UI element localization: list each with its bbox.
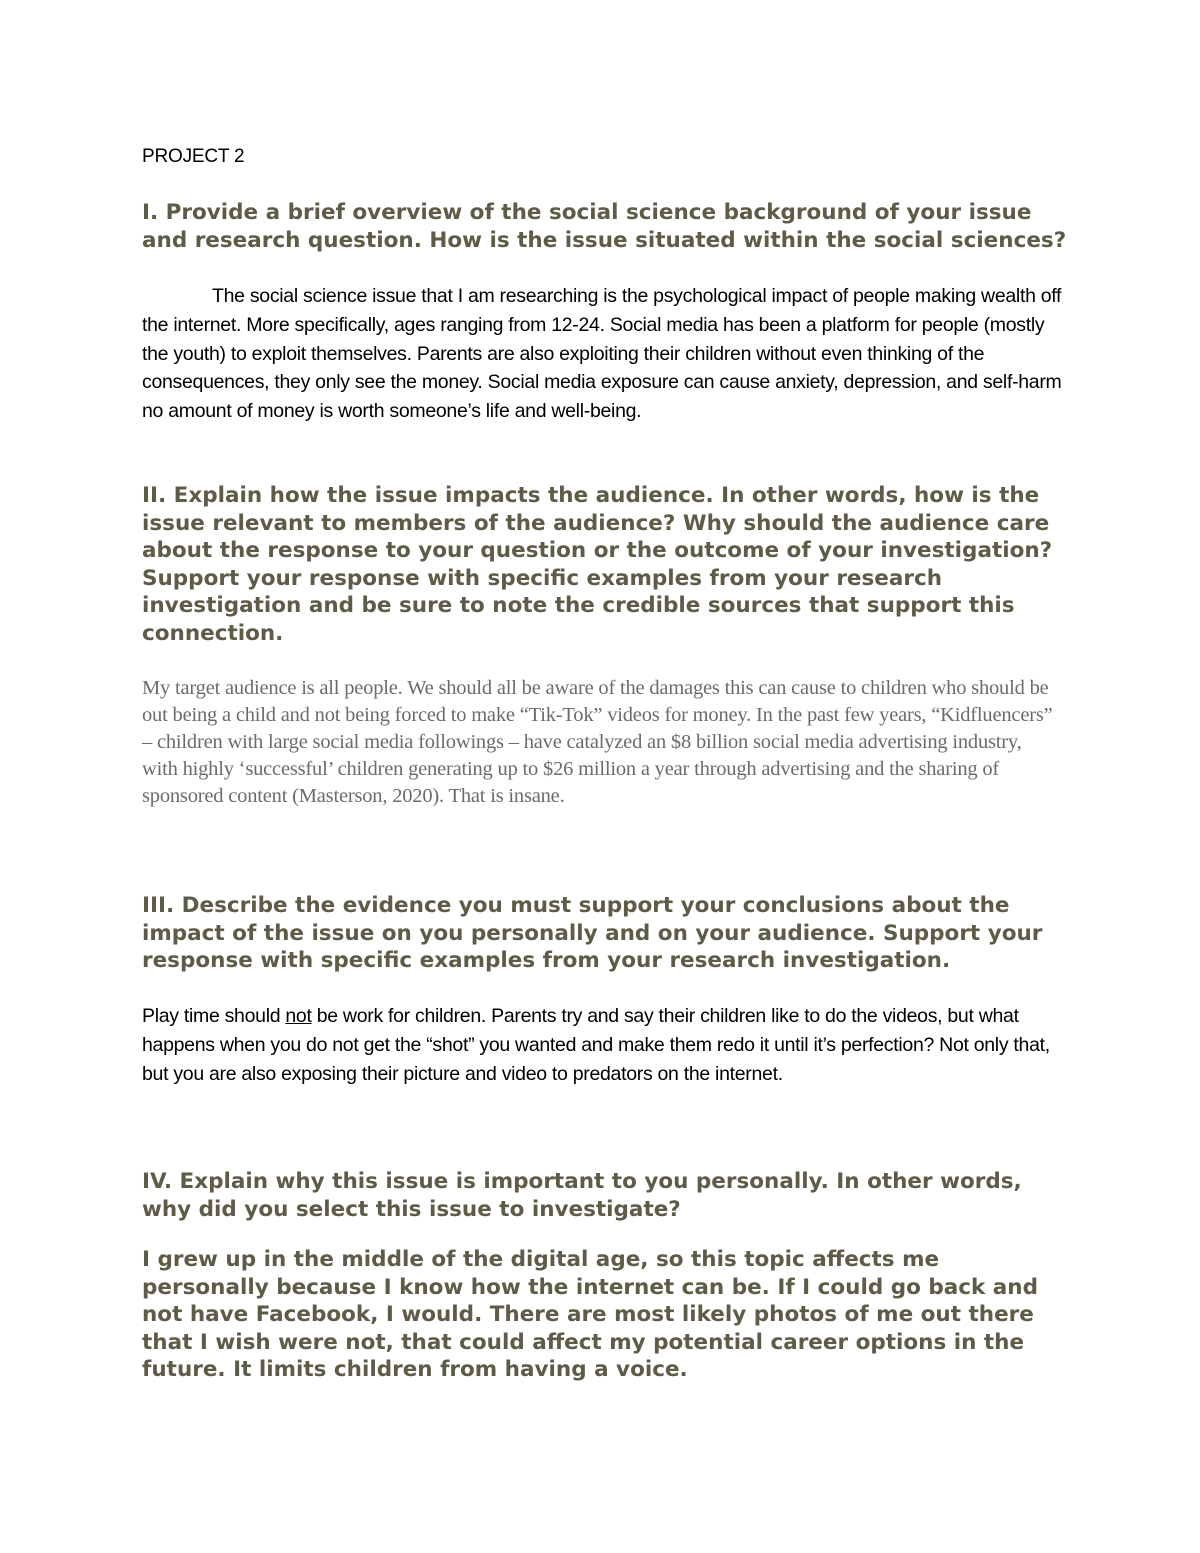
section-3-body-end: be work for children. Parents try and say their children like to do the videos, but what happens when you do not get the “shot” you wanted and make them redo it until it’s perfection? Not only that, but you are also exposing their picture and video to predators on the internet.: [142, 1005, 1050, 1085]
underlined-word: not: [285, 1005, 312, 1027]
section-2-heading: II. Explain how the issue impacts the audience. In other words, how is the issue relevant to members of the audience? Why should the audience care about the response to your question or the outcome of your investigation? Support your response with specific examples from your research investigation and be sure to note the credible sources that support this connection.: [142, 483, 1053, 646]
document-title: PROJECT 2: [142, 146, 245, 167]
section-2-body: My target audience is all people. We should all be aware of the damages this can cause to children who should be out being a child and not being forced to make “Tik-Tok” videos for money. In the past few years, “Kidfluencers” – children with large social media followings – have catalyzed an $8 billion social media advertising industry, with highly ‘successful’ children generating up to $26 million a year through advertising and the sharing of sponsored content (Masterson, 2020). That is insane.: [142, 677, 1053, 807]
section-1-heading: I. Provide a brief overview of the social science background of your issue and research question. How is the issue situated within the social sciences?: [142, 200, 1067, 253]
section-1-body: The social science issue that I am researching is the psychological impact of people making wealth off the internet. More specifically, ages ranging from 12-24. Social media has been a platform for people (mostly the youth) to exploit themselves. Parents are also exploiting their children without even thinking of the consequences, they only see the money. Social media exposure can cause anxiety, depression, and self-harm no amount of money is worth someone’s life and well-being.: [142, 285, 1062, 423]
section-3-body-start: Play time should: [142, 1005, 286, 1027]
section-3-body: [142, 1002, 1062, 1088]
section-4-heading: IV. Explain why this issue is important to you personally. In other words, why did you select this issue to investigate?: [142, 1169, 1022, 1222]
section-4-body: I grew up in the middle of the digital age, so this topic affects me personally because I know how the internet can be. If I could go back and not have Facebook, I would. There are most likely photos of me out there that I wish were not, that could affect my potential career options in the future. It limits children from having a voice.: [142, 1247, 1038, 1382]
section-3-heading: III. Describe the evidence you must support your conclusions about the impact of the issue on you personally and on your audience. Support your response with specific examples from your research investigation.: [142, 893, 1043, 973]
